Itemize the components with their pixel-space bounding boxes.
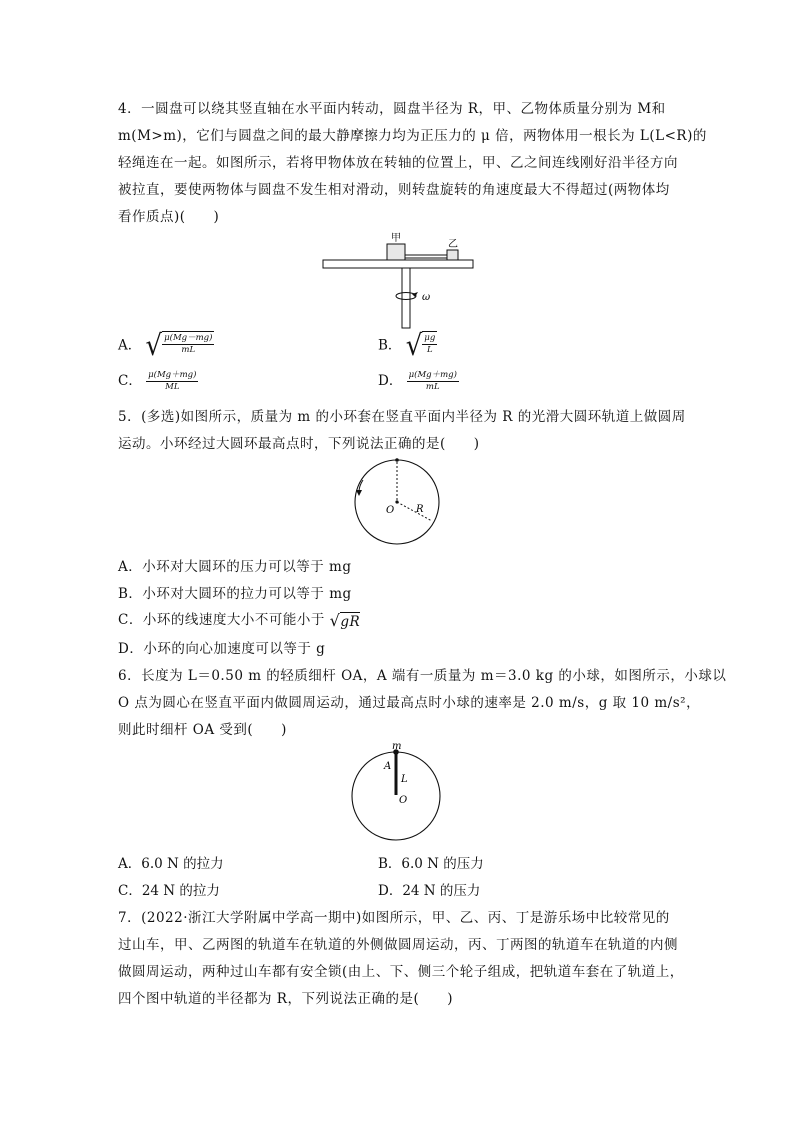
q6-label-l: L bbox=[401, 774, 408, 785]
q4-option-a[interactable]: A． √ $\frac{\mu(Mg-mg)}{mL}$ bbox=[118, 329, 213, 363]
q5-option-c[interactable]: C．小环的线速度大小不可能小于 √ gR bbox=[118, 610, 361, 630]
q5-ring-figure bbox=[350, 454, 446, 550]
sqrt-icon: √ bbox=[405, 329, 423, 363]
q6-rod-figure bbox=[348, 740, 444, 844]
sqrt-icon: √ bbox=[145, 329, 163, 363]
q6-option-a[interactable]: A．6.0 N 的拉力 bbox=[118, 856, 224, 872]
q4-line-3: 轻绳连在一起。如图所示，若将甲物体放在转轴的位置上，甲、乙之间连线刚好沿半径方向 bbox=[118, 155, 678, 171]
q5-label-o: O bbox=[386, 505, 395, 516]
q4-line-5: 看作质点)( ) bbox=[118, 209, 220, 225]
q6-line-1: 6．长度为 L＝0.50 m 的轻质细杆 OA，A 端有一质量为 m＝3.0 kg 的小球，如图所示，小球以 bbox=[118, 668, 727, 684]
q4-option-d[interactable]: D． $\frac{\mu(Mg+mg)}{mL}$ bbox=[378, 370, 457, 392]
q5-line-1: 5．(多选)如图所示，质量为 m 的小环套在竖直平面内半径为 R 的光滑大圆环轨道上做圆周 bbox=[118, 409, 686, 425]
q7-line-2: 过山车，甲、乙两图的轨道车在轨道的外侧做圆周运动，丙、丁两图的轨道车在轨道的内侧 bbox=[118, 937, 678, 953]
q4-option-b[interactable]: B． √ $\frac{\mu g}{L}$ bbox=[378, 329, 436, 363]
q5-option-a[interactable]: A．小环对大圆环的压力可以等于 mg bbox=[118, 559, 352, 575]
q7-line-3: 做圆周运动，两种过山车都有安全锁(由上、下、侧三个轮子组成，把轨道车套在了轨道上， bbox=[118, 964, 684, 980]
q6-line-2: O 点为圆心在竖直平面内做圆周运动，通过最高点时小球的速率是 2.0 m/s，g 取 10 m/s²， bbox=[118, 695, 701, 711]
q4-turntable-figure bbox=[318, 226, 478, 330]
q6-label-m: m bbox=[392, 741, 402, 752]
q4-line-2: m(M>m)，它们与圆盘之间的最大静摩擦力均为正压力的 μ 倍，两物体用一根长为 L(L<R)的 bbox=[118, 128, 707, 144]
q4-option-c[interactable]: C． $\frac{\mu(Mg+mg)}{ML}$ bbox=[118, 370, 197, 392]
q6-option-c[interactable]: C．24 N 的拉力 bbox=[118, 883, 220, 899]
q7-line-4: 四个图中轨道的半径都为 R，下列说法正确的是( ) bbox=[118, 991, 453, 1007]
q5-line-2: 运动。小环经过大圆环最高点时，下列说法正确的是( ) bbox=[118, 436, 480, 452]
q5-option-d[interactable]: D．小环的向心加速度可以等于 g bbox=[118, 641, 326, 657]
q6-option-b[interactable]: B．6.0 N 的压力 bbox=[378, 856, 484, 872]
q4-line-4: 被拉直，要使两物体与圆盘不发生相对滑动，则转盘旋转的角速度最大不得超过(两物体均 bbox=[118, 182, 670, 198]
q4-label-yi: 乙 bbox=[448, 239, 458, 250]
q4-line-1: 4．一圆盘可以绕其竖直轴在水平面内转动，圆盘半径为 R，甲、乙物体质量分别为 M和 bbox=[118, 101, 666, 117]
q4-label-jia: 甲 bbox=[391, 233, 401, 244]
q5-label-r: R bbox=[416, 504, 424, 515]
q4-label-omega: ω bbox=[422, 292, 431, 303]
q6-label-o: O bbox=[399, 795, 408, 806]
q5-option-b[interactable]: B．小环对大圆环的拉力可以等于 mg bbox=[118, 586, 352, 602]
q7-line-1: 7．(2022·浙江大学附属中学高一期中)如图所示，甲、乙、丙、丁是游乐场中比较常见的 bbox=[118, 910, 670, 926]
q6-line-3: 则此时细杆 OA 受到( ) bbox=[118, 722, 287, 738]
sqrt-icon: √ bbox=[329, 610, 341, 630]
q6-option-d[interactable]: D．24 N 的压力 bbox=[378, 883, 481, 899]
q6-label-a: A bbox=[384, 761, 392, 772]
